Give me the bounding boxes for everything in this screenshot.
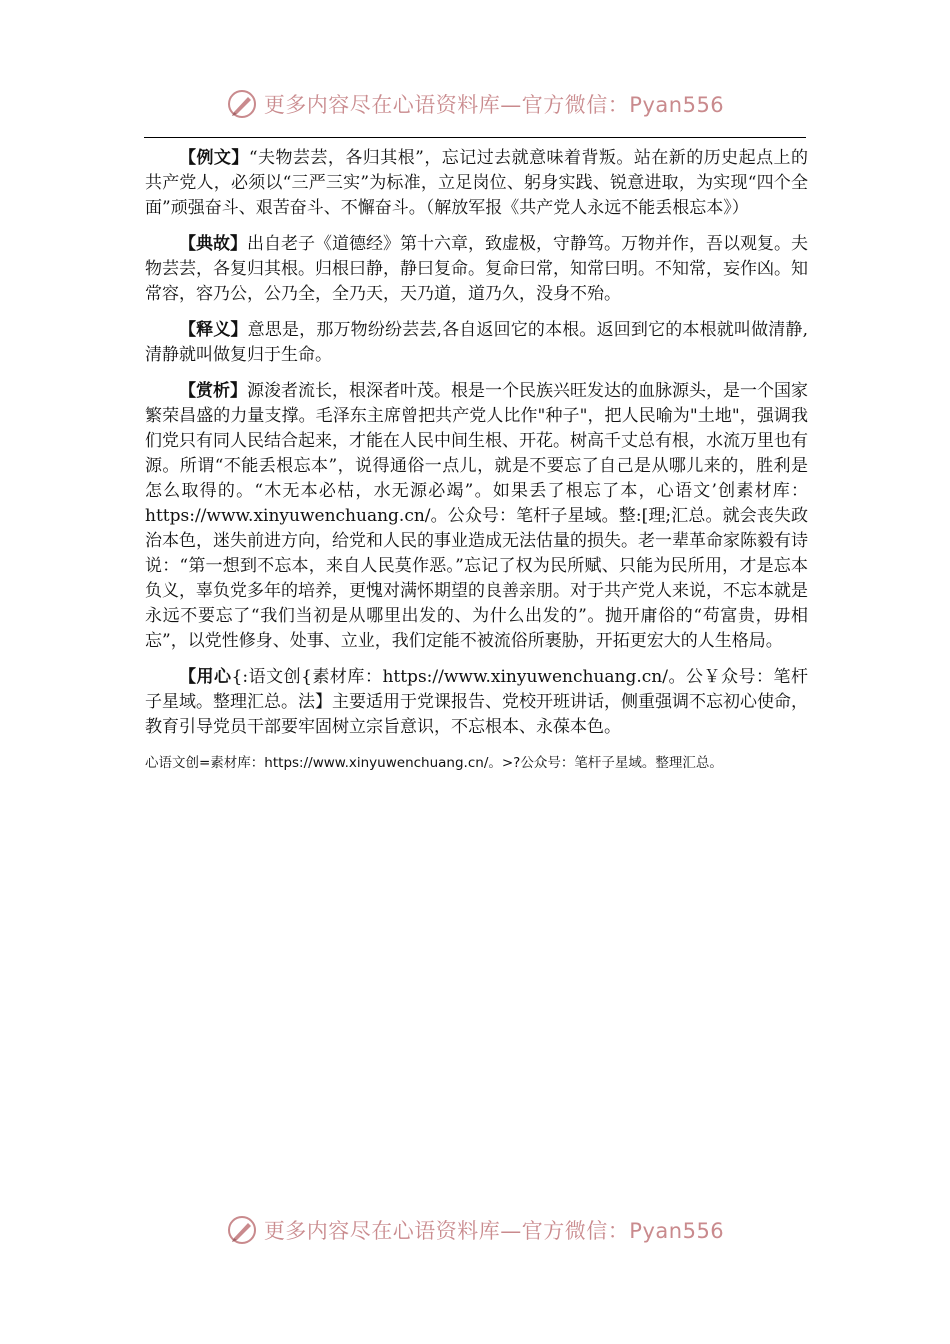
section-text: 源浚者流长，根深者叶茂。根是一个民族兴旺发达的血脉源头，是一个国家繁荣昌盛的力量支撑。毛泽东主席曾把共产党人比作"种子"，把人民喻为"土地"，强调我们党只有同人民结合起来，才能在人民中间生根、开花。树高千丈总有根，水流万里也有源。所谓“不能丢根忘本”，说得通俗一点儿，就是不要忘了自己是从哪儿来的，胜利是怎么取得的。“木无本必枯，水无源必竭”。如果丢了根忘了本，心语文’创素材库：https://www.xinyuwenchuang.cn/。公众号：笔杆子星域。整:[理;汇总。就会丧失政治本色，迷失前进方向，给党和人民的事业造成无法估量的损失。老一辈革命家陈毅有诗说：“第一想到不忘本，来自人民莫作恶。”忘记了权为民所赋、只能为民所用，才是忘本负义，辜负党多年的培养，更愧对满怀期望的良善亲朋。对于共产党人来说，不忘本就是永远不要忘了“我们当初是从哪里出发的、为什么出发的”。抛开庸俗的“苟富贵，毋相忘”，以党性修身、处事、立业，我们定能不被流俗所裹胁，开拓更宏大的人生格局。: [145, 381, 808, 651]
pen-nib-logo-icon: [226, 1214, 258, 1246]
closing-line: 心语文创=素材库：https://www.xinyuwenchuang.cn/。>?公众号：笔杆子星域。整理汇总。: [145, 755, 723, 771]
pen-nib-logo-icon: [226, 88, 258, 120]
header-banner: [0, 84, 950, 124]
section-text: 意思是，那万物纷纷芸芸,各自返回它的本根。返回到它的本根就叫做清静,清静就叫做复归于生命。: [145, 320, 808, 365]
section-tag: 【赏析】: [179, 381, 247, 401]
section-text: “夫物芸芸，各归其根”，忘记过去就意味着背叛。站在新的历史起点上的共产党人，必须以“三严三实”为标准，立足岗位、躬身实践、锐意进取，为实现“四个全面”顽强奋斗、艰苦奋斗、不懈奋斗。（解放军报《共产党人永远不能丢根忘本》）: [145, 148, 809, 218]
section-text: {:语文创{素材库：https://www.xinyuwenchuang.cn/。公￥众号：笔杆子星域。整理汇总。法】主要适用于党课报告、党校开班讲话，侧重强调不忘初心使命，教育引导党员干部要牢固树立宗旨意识，不忘根本、永葆本色。: [145, 667, 809, 737]
document-body: [145, 146, 808, 787]
section-tag: 【用心: [179, 667, 232, 687]
header-divider: [144, 137, 806, 138]
section-tag: 【释义】: [179, 320, 248, 340]
header-text: 更多内容尽在心语资料库—官方微信：Pyan556: [263, 93, 725, 117]
example-paragraph: [145, 146, 808, 221]
section-tag: 【典故】: [179, 234, 247, 254]
allusion-paragraph: [145, 232, 808, 307]
explanation-paragraph: [145, 318, 808, 368]
section-text: 出自老子《道德经》第十六章，致虚极，守静笃。万物并作，吾以观复。夫物芸芸，各复归其根。归根曰静，静曰复命。复命曰常，知常曰明。不知常，妄作凶。知常容，容乃公，公乃全，全乃天，天乃道，道乃久，没身不殆。: [145, 234, 808, 304]
section-tag: 【例文】: [179, 148, 249, 168]
footer-text: 更多内容尽在心语资料库—官方微信：Pyan556: [263, 1219, 725, 1243]
footer-banner: [0, 1210, 950, 1250]
appreciation-paragraph: [145, 379, 808, 654]
usage-paragraph: [145, 665, 808, 740]
